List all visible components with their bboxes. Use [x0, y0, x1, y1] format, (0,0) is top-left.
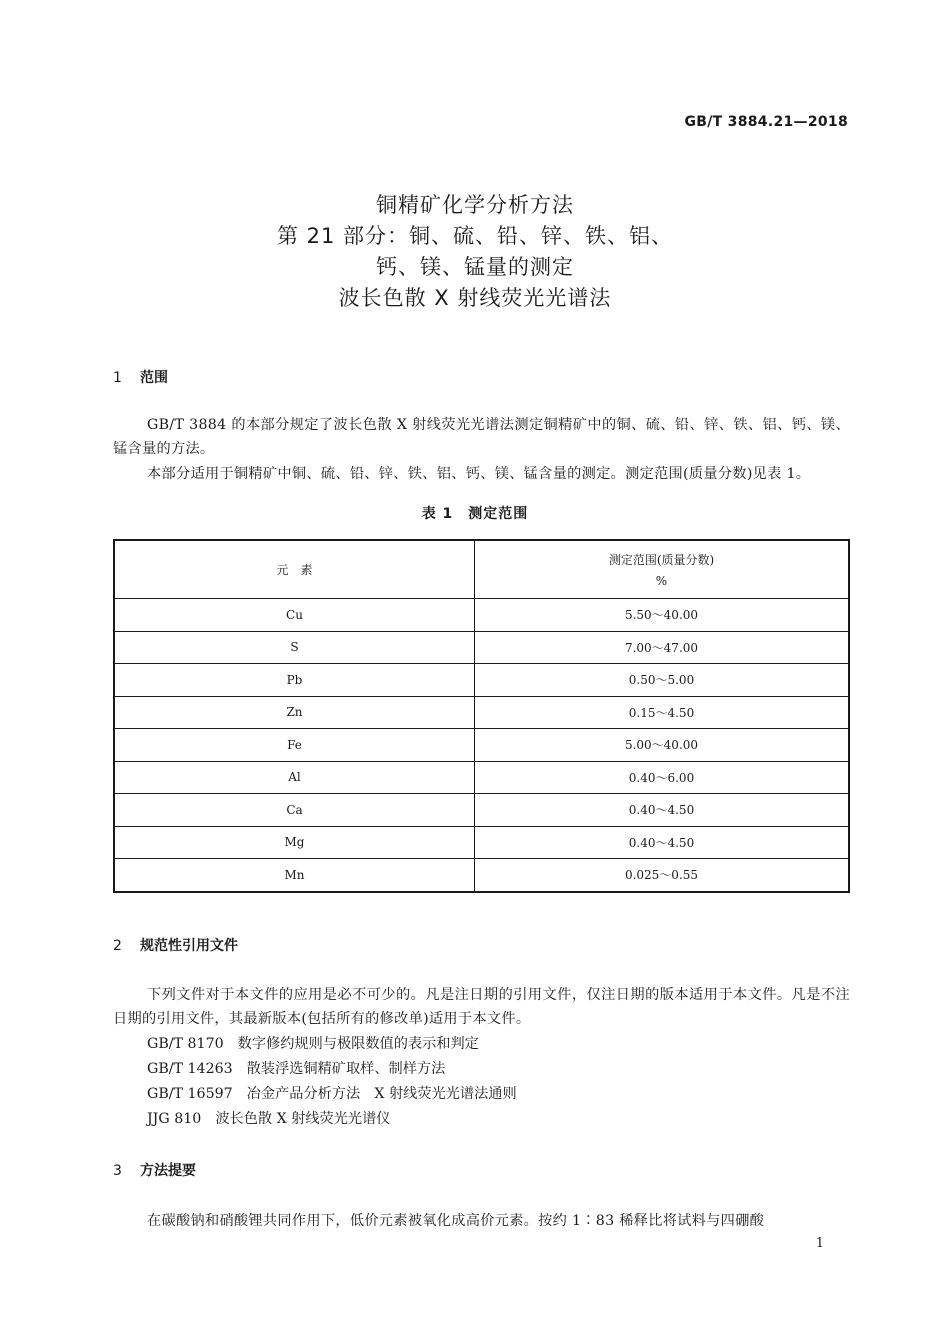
section-title: 方法提要 — [140, 1163, 196, 1179]
table-row — [114, 599, 849, 632]
reference-code: GB/T 16597 — [147, 1086, 233, 1102]
reference-item — [147, 1107, 391, 1131]
section-title: 规范性引用文件 — [140, 938, 238, 954]
section-number: 3 — [113, 1163, 122, 1179]
scope-paragraph-2: 本部分适用于铜精矿中铜、硫、铅、锌、铁、铝、钙、镁、锰含量的测定。测定范围(质量分数)见表 1。 — [147, 466, 811, 482]
reference-code: JJG 810 — [147, 1111, 202, 1127]
element-cell: Mg — [114, 826, 475, 859]
element-cell: Zn — [114, 696, 475, 729]
table-row — [114, 631, 849, 664]
standard-number: GB/T 3884.21—2018 — [684, 114, 848, 130]
title-line-4: 波长色散 X 射线荧光光谱法 — [338, 286, 612, 310]
document-title — [0, 190, 950, 314]
table-row — [114, 664, 849, 697]
reference-item — [147, 1032, 479, 1056]
table-row — [114, 696, 849, 729]
reference-code: GB/T 8170 — [147, 1036, 224, 1052]
measurement-range-table — [113, 539, 850, 893]
table-header-row — [114, 540, 849, 599]
scope-paragraph-1: GB/T 3884 的本部分规定了波长色散 X 射线荧光光谱法测定铜精矿中的铜、硫、铅、锌、铁、铝、钙、镁、锰含量的方法。 — [113, 417, 850, 457]
normative-intro-paragraph: 下列文件对于本文件的应用是必不可少的。凡是注日期的引用文件，仅注日期的版本适用于本文件。凡是不注日期的引用文件，其最新版本(包括所有的修改单)适用于本文件。 — [113, 987, 850, 1027]
section-number: 1 — [113, 370, 122, 386]
reference-title: 散装浮选铜精矿取样、制样方法 — [246, 1061, 446, 1077]
section-number: 2 — [113, 938, 122, 954]
reference-item — [147, 1057, 445, 1081]
title-line-3: 钙、镁、锰量的测定 — [376, 255, 574, 279]
table-row — [114, 826, 849, 859]
range-cell: 0.15～4.50 — [475, 696, 850, 729]
range-cell: 7.00～47.00 — [475, 631, 850, 664]
method-paragraph: 在碳酸钠和硝酸锂共同作用下，低价元素被氧化成高价元素。按约 1∶83 稀释比将试料与四硼酸 — [147, 1213, 765, 1229]
reference-item — [147, 1082, 517, 1106]
table-row — [114, 859, 849, 892]
element-cell: Ca — [114, 794, 475, 827]
section-heading-method-summary — [113, 1160, 196, 1180]
section-heading-normative-references — [113, 935, 238, 955]
element-cell: S — [114, 631, 475, 664]
element-cell: Pb — [114, 664, 475, 697]
reference-title: 波长色散 X 射线荧光光谱仪 — [215, 1111, 391, 1127]
header-range — [475, 540, 850, 599]
element-cell: Mn — [114, 859, 475, 892]
page-number: 1 — [815, 1236, 824, 1251]
header-range-label: 测定范围(质量分数) — [608, 553, 715, 567]
range-cell: 5.00～40.00 — [475, 729, 850, 762]
range-cell: 5.50～40.00 — [475, 599, 850, 632]
table-caption: 表 1 测定范围 — [421, 506, 529, 522]
table-row — [114, 761, 849, 794]
range-cell: 0.50～5.00 — [475, 664, 850, 697]
section-title: 范围 — [140, 370, 168, 386]
range-cell: 0.025～0.55 — [475, 859, 850, 892]
element-cell: Cu — [114, 599, 475, 632]
range-cell: 0.40～4.50 — [475, 794, 850, 827]
header-range-unit: % — [655, 574, 668, 588]
reference-title: 数字修约规则与极限数值的表示和判定 — [237, 1036, 479, 1052]
section-heading-scope — [113, 367, 168, 387]
table-row — [114, 794, 849, 827]
range-cell: 0.40～6.00 — [475, 761, 850, 794]
reference-title: 冶金产品分析方法 X 射线荧光光谱法通则 — [246, 1086, 517, 1102]
table-row — [114, 729, 849, 762]
title-line-2: 第 21 部分：铜、硫、铅、锌、铁、铝、 — [276, 224, 674, 248]
range-cell: 0.40～4.50 — [475, 826, 850, 859]
title-line-1: 铜精矿化学分析方法 — [376, 193, 574, 217]
header-element: 元 素 — [114, 540, 475, 599]
reference-code: GB/T 14263 — [147, 1061, 233, 1077]
element-cell: Fe — [114, 729, 475, 762]
element-cell: Al — [114, 761, 475, 794]
